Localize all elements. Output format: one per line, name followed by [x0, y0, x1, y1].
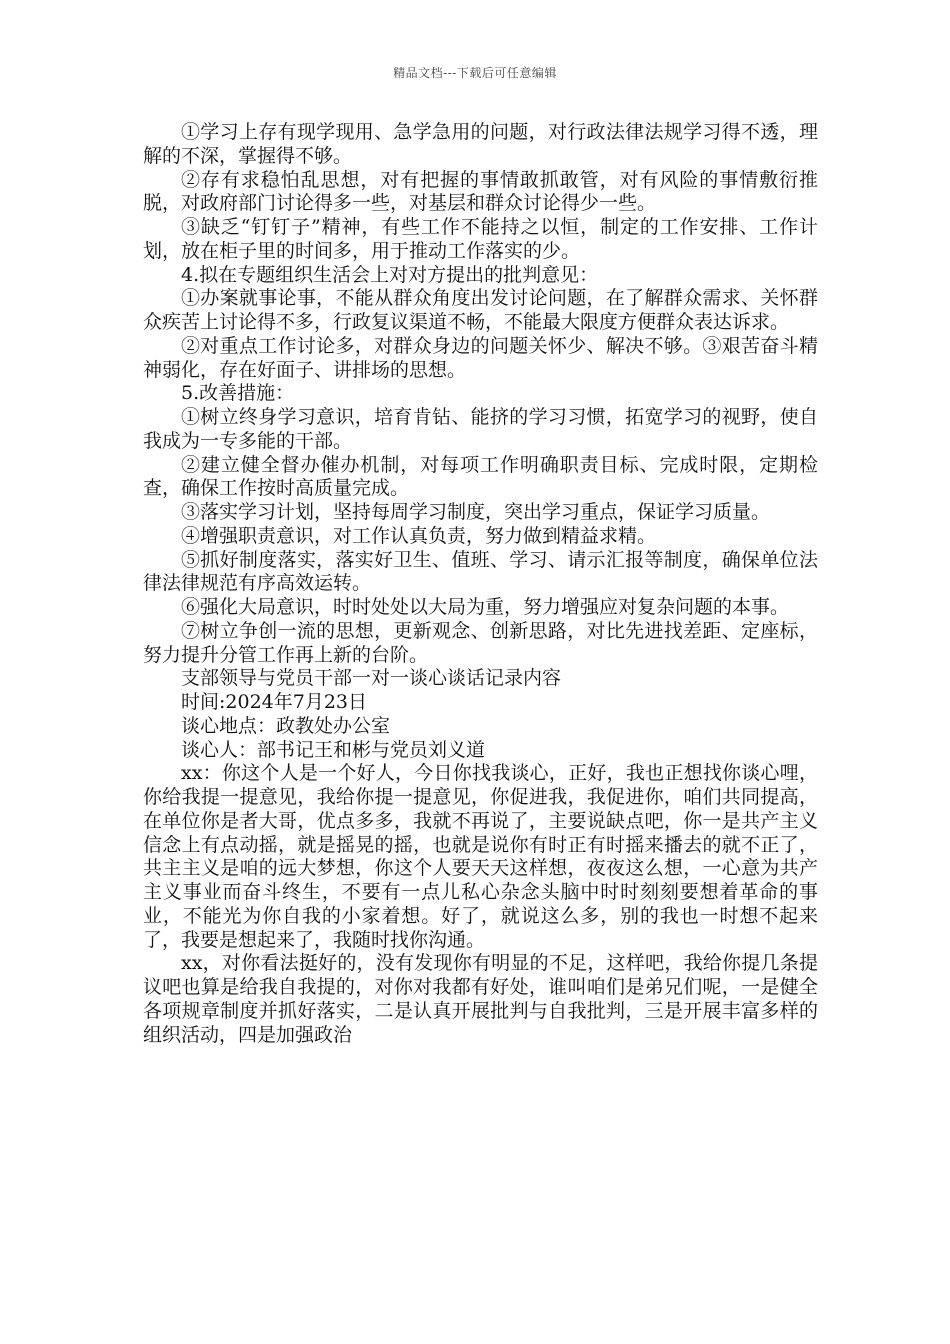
paragraph: ②建立健全督办催办机制，对每项工作明确职责目标、完成时限，定期检查，确保工作按时高质量完成。 [143, 453, 818, 500]
record-time: 时间:2024年7月23日 [181, 691, 368, 713]
section-title: 支部领导与党员干部一对一谈心谈话记录内容 [181, 667, 562, 690]
paragraph: xx，对你看法挺好的，没有发现你有明显的不足，这样吧，我给你提几条提议吧也算是给我自我提的，对你对我都有好处，谁叫咱们是弟兄们呢，一是健全各项规章制度并抓好落实，二是认真开展批判与自我批判，三是开展丰富多样的组织活动，四是加强政治 [143, 952, 818, 1046]
page-header: 精品文档---下载后可任意编辑 [393, 66, 557, 80]
paragraph: ⑦树立争创一流的思想，更新观念、创新思路，对比先进找差距、定座标，努力提升分管工作再上新的台阶。 [143, 619, 818, 666]
paragraph: 5.改善措施： [181, 382, 295, 405]
paragraph: ①办案就事论事，不能从群众角度出发讨论问题，在了解群众需求、关怀群众疾苦上讨论得不多，行政复议渠道不畅，不能最大限度方便群众表达诉求。 [143, 287, 818, 333]
paragraph: ①树立终身学习意识，培育肯钻、能挤的学习习惯，拓宽学习的视野，使自我成为一专多能的干部。 [143, 406, 818, 452]
paragraph: ②对重点工作讨论多，对群众身边的问题关怀少、解决不够。③艰苦奋斗精神弱化，存在好面子、讲排场的思想。 [143, 334, 818, 381]
paragraph: ④增强职责意识，对工作认真负责，努力做到精益求精。 [181, 524, 657, 547]
paragraph: ①学习上存有现学现用、急学急用的问题，对行政法律法规学习得不透，理解的不深，掌握得不够。 [143, 121, 818, 167]
paragraph: ②存有求稳怕乱思想，对有把握的事情敢抓敢管，对有风险的事情敷衍推脱，对政府部门讨论得多一些，对基层和群众讨论得少一些。 [143, 168, 818, 215]
paragraph: ③落实学习计划，坚持每周学习制度，突出学习重点，保证学习质量。 [181, 501, 771, 523]
paragraph: xx：你这个人是一个好人，今日你找我谈心，正好，我也正想找你谈心哩，你给我提一提意见，我给你提一提意见，你促进我，我促进你，咱们共同提高，在单位你是者大哥，优点多多，我就不再说了，主要说缺点吧，你一是共产主义信念上有点动摇，就是摇晃的摇，也就是说你有时正有时摇来播去的就不正了，共主主义是咱的远大梦想，你这个人要天天这样想，夜夜这么想，一心意为共产主义事业而奋斗终生，不要有一点儿私心杂念头脑中时时刻刻要想着革命的事业，不能光为你自我的小家着想。好了，就说这么多，别的我也一时想不起来了，我要是想起来了，我随时找你沟通。 [143, 762, 818, 951]
paragraph: ⑤抓好制度落实，落实好卫生、值班、学习、请示汇报等制度，确保单位法律法律规范有序高效运转。 [143, 548, 818, 595]
paragraph: 4.拟在专题组织生活会上对对方提出的批判意见： [181, 263, 599, 286]
document-body [143, 121, 818, 1047]
record-location: 谈心地点：政教处办公室 [181, 714, 391, 737]
paragraph: ③缺乏“钉钉子”精神，有些工作不能持之以恒，制定的工作安排、工作计划，放在柜子里的时间多，用于推动工作落实的少。 [143, 216, 818, 262]
record-participants: 谈心人：部书记王和彬与党员刘义道 [181, 738, 486, 761]
paragraph: ⑥强化大局意识，时时处处以大局为重，努力增强应对复杂问题的本事。 [181, 596, 790, 618]
